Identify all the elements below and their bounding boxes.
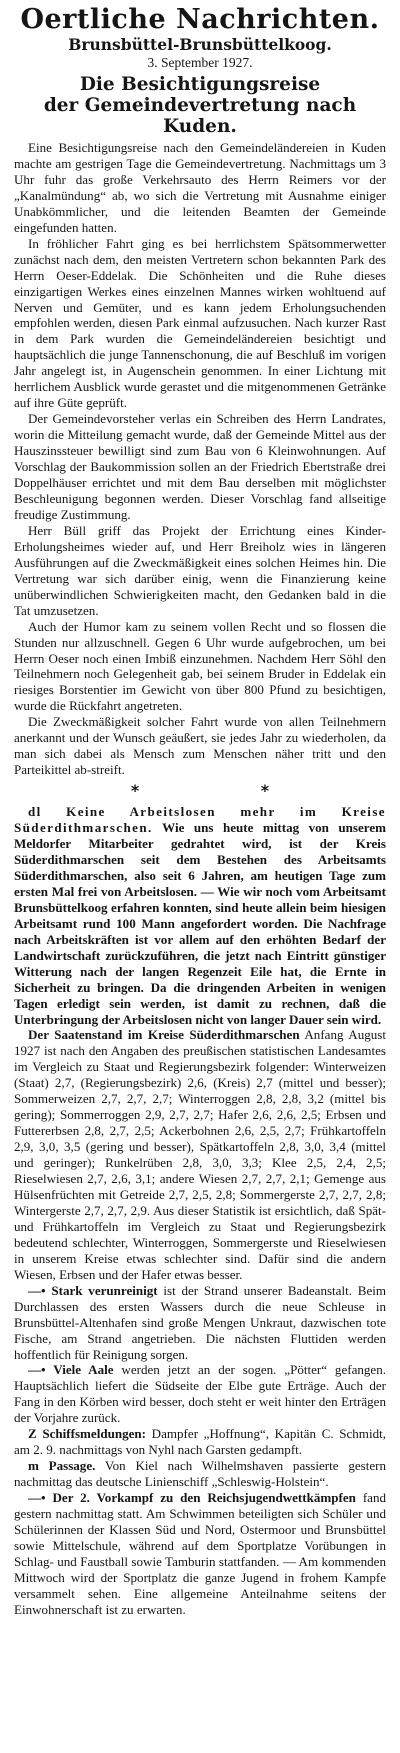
news-item-text: ist der Strand unserer Badeanstalt. Beim Durchlassen des ersten Wassers durch die neue Schleuse in Brunsbüttel-Altenhafen sind große Mengen Unkraut, dazwischen tote Fische, am Strand angetrieben. Die nächsten Fluttiden werden hoffentlich für Reinigung sorgen. <box>14 1282 387 1362</box>
news-item <box>14 1426 386 1458</box>
section-title: Oertliche Nachrichten. <box>20 4 380 35</box>
news-item-text: Anfang August 1927 ist nach den Angaben des preußischen statistischen Landesamtes im Vergleich zu Staat und Regierungsbezirk folgender: Winterweizen (Staat) 2,7, (Regierungsbezirk) 2,6, (Kreis) 2,7 (mittel und besser); Sommerweizen 2,7, 2,7, 2,7; Winterroggen 2,8, 2,8, 3,2 (mittel bis gering); Sommerroggen 2,9, 2,7, 2,7; Hafer 2,6, 2,6, 2,5; Erbsen und Futtererbsen 2,8, 2,7, 2,5; Ackerbohnen 2,6, 2,5, 2,7; Frühkartoffeln 2,9, 3,0, 3,5 (gering und besser), Spätkartoffeln 2,8, 3,0, 3,4 (mittel und geringer); Runkelrüben 2,8, 3,0, 3,3; Klee 2,5, 2,4, 2,5; Rieselwiesen 2,7, 2,6, 3,1; andere Wiesen 2,7, 2,7, 2,1; Gemenge aus Hülsenfrüchten mit Getreide 2,7, 2,5, 2,8; Sommergerste 2,7, 2,7, 2,8; Wintergerste 2,7, 2,7, 2,9. Aus dieser Statistik ist ersichtlich, daß Spät- und Frühkartoffeln im Vergleich zu Staat und Regierungsbezirk bedeutend schlechter, Winterroggen, Sommergerste und Rieselwiesen in unserem Kreise etwas schlechter sind. Dafür sind die andern Wiesen, Erbsen und der Hafer etwas besser. <box>14 1027 386 1282</box>
issue-date: 3. September 1927. <box>147 55 253 70</box>
news-item-text: Wie uns heute mittag von unserem Meldorfer Mitarbeiter gedrahtet wird, ist der Kreis Süderdithmarschen seit dem Bestehen des Arbeitsamts Süderdithmarschen, also seit 6 Jahren, am heutigen Tage zum ersten Mal frei von Arbeitslosen. — Wie wir noch vom Arbeitsamt Brunsbüttelkoog erfahren konnten, sind heute allein beim hiesigen Arbeitsamt rund 100 Mann angefordert worden. Die Nachfrage nach Arbeitskräften ist vor allem auf den erhöhten Bedarf der Landwirtschaft zurückzuführen, die jetzt nach Eintritt günstiger Witterung nach der langen Regenzeit Eile hat, die Ernte in Sicherheit zu bringen. Da die dringenden Arbeiten in wenigen Tagen erledigt sein werden, ist damit zu rechnen, daß die Unterbringung der Arbeitslosen nicht von langer Dauer sein wird. <box>14 820 386 1027</box>
article-paragraph: Herr Büll griff das Projekt der Errichtung eines Kinder-Erholungsheimes wieder auf, und Herr Breiholz wies in längeren Ausführungen auf die Zweckmäßigkeit eines solchen Heimes hin. Die Vertretung war sich darüber einig, wenn die Finanzierung keine unüberwindlichen Schwierigkeiten macht, den Gedanken bald in die Tat umzusetzen. <box>14 522 386 618</box>
article-paragraph: Die Zweckmäßigkeit solcher Fahrt wurde von allen Teilnehmern anerkannt und der Wunsch geäußert, sie jedes Jahr zu wiederholen, da man sich dabei als Mensch zum Menschen näher tritt und den Parteikittel ab-streift. <box>14 714 386 778</box>
masthead <box>14 4 386 71</box>
news-item-text: Dampfer „Hoffnung“, Kapitän C. Schmidt, am 2. 9. nachmittags von Nyhl nach Garsten gedampft. <box>14 1426 386 1458</box>
article-paragraph: Eine Besichtigungsreise nach den Gemeindeländereien in Kuden machte am gestrigen Tage die Gemeindevertretung. Nachmittags um 3 Uhr fuhr das große Verkehrsauto des Herrn Reimers vor der „Kanalmündung“ ab, wo sich die Vertretung mit Ausnahme einiger Unabkömmlicher, und die leitenden Beamten der Gemeinde eingefunden hatten. <box>14 140 386 235</box>
news-item-lead: Der Saatenstand im Kreise Süderdithmarschen <box>28 1027 300 1043</box>
article-paragraph: Der Gemeindevorsteher verlas ein Schreiben des Herrn Landrates, worin die Mitteilung gemacht wurde, daß der Gemeinde Mittel aus der Hauszinssteuer bewilligt sind zum Bau von 6 Kleinwohnungen. Auf Vorschlag der Baukommission sollen an der Friedrich Ebertstraße drei Doppelhäuser errichtet und mit dem Bau derselben mit möglichster Beschleunigung begonnen werden. Dieser Vorschlag fand allseitige freudige Zustimmung. <box>14 411 386 522</box>
news-item-text: Von Kiel nach Wilhelmshaven passierte gestern nachmittag das deutsche Linienschiff „Schleswig-Holstein“. <box>14 1458 386 1490</box>
news-item-lead: —• Der 2. Vorkampf zu den Reichsjugendwettkämpfen <box>28 1490 356 1506</box>
section-place: Brunsbüttel-Brunsbüttelkoog. <box>68 35 332 54</box>
news-item-lead: Z Schiffsmeldungen: <box>28 1426 147 1442</box>
news-item <box>14 804 386 1027</box>
news-item-lead: dl Keine Arbeitslosen mehr im Kreise Süderdithmarschen. <box>14 804 386 836</box>
news-item <box>14 1458 386 1490</box>
article-headline <box>14 74 386 137</box>
news-item <box>14 1362 386 1426</box>
headline-line-2: der Gemeindevertretung nach Kuden. <box>43 95 357 137</box>
article-paragraph: Auch der Humor kam zu seinem vollen Recht und so flossen die Stunden nur allzuschnell. Gegen 6 Uhr wurde aufgebrochen, um bei Herrn Oeser noch einen Imbiß einzunehmen. Nachdem Herr Söhl den Teilnehmern noch Gelegenheit gab, bei seinem Bruder in Eddelak ein riesiges Borstentier im Gewicht von über 800 Pfund zu besichtigen, wurde die Rückfahrt angetreten. <box>14 618 386 714</box>
news-item-lead: —• Stark verunreinigt <box>28 1282 158 1298</box>
news-item <box>14 1283 386 1363</box>
news-item <box>14 1490 386 1618</box>
news-item-lead: —• Viele Aale <box>28 1362 114 1378</box>
news-item-lead: m Passage. <box>28 1458 96 1474</box>
news-item-text: fand gestern nachmittag statt. Am Schwimmen beteiligten sich Schüler und Schülerinnen der Klassen Süd und Nord, Ostermoor und Brunsbüttel sowie Mittelschule, während auf dem Sportplatze Vorübungen in Schlag- und Faustball sowie Tamburin stattfanden. — Am kommenden Mittwoch wird der Sportplatz die ganze Jugend in frohem Kampfe versammelt sehen. Eine allgemeine Anteilnahme seitens der Einwohnerschaft ist zu erwarten. <box>14 1490 386 1617</box>
article-body <box>14 140 386 778</box>
article-paragraph: In fröhlicher Fahrt ging es bei herrlichstem Spätsommerwetter zunächst nach dem, den meisten Vertretern schon bekannten Park des Herrn Oeser-Eddelak. Die Schönheiten und die Ruhe dieses einzigartigen Werkes eines einzelnen Mannes wirken wohltuend auf Nerven und Gemüter, und es kann jedem Erholungsuchenden empfohlen werden, diesen Park einmal aufzusuchen. Nach kurzer Rast in dem Park wurden die Gemeindeländereien besichtigt und hauptsächlich die junge Tannenschonung, die auf Beschluß im vorigen Jahr angelegt ist, in Augenschein genommen. In einer Lichtung mit herrlichem Ausblick wurde gerastet und die mitgenommenen Getränke auf ihre Güte geprüft. <box>14 235 386 411</box>
newspaper-page <box>12 0 388 1618</box>
news-item-text: werden jetzt an der sogen. „Pötter“ gefangen. Hauptsächlich liefert die Südseite der Elbe gute Erträge. Auch der Fang in den Körben wird besser, doch steht er weit hinter den Erträgen der Vorjahre zurück. <box>14 1362 387 1426</box>
news-items <box>14 804 386 1618</box>
section-separator: * * <box>130 781 328 801</box>
headline-line-1: Die Besichtigungsreise <box>79 74 321 95</box>
news-item <box>14 1027 386 1282</box>
